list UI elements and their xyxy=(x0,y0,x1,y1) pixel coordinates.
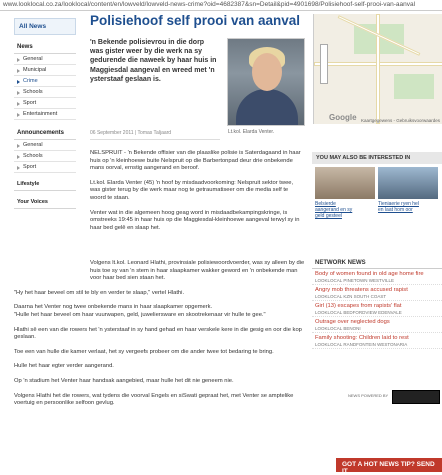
news-source: LOOKLOCAL RANDFONTEIN WESTONARIA xyxy=(315,342,408,347)
paragraph: Volgens lt.kol. Leonard Hlathi, provinsiale polisiewoordvoerder, was sy alleen by die huis toe sy van 'n stem in haar slaapkamer wakker geword en 'n onbekende man voor haar bed sien staan het. xyxy=(90,260,305,282)
address-bar[interactable]: www.lookIocal.co.za/lookIocal/content/en/lowveld/lowveld-news-crime?oid=4682387&sn=Detail&pid=4901698/Polisiehoof-self-prooi-van-aanval xyxy=(0,0,442,11)
sidebar-item-crime[interactable]: Crime xyxy=(14,76,76,87)
paragraph: Lt.kol. Elarda Venter (45) 'n hoof by misdaadvoorkoming: Nelspruit sektor twee, was gister terug by die werk maar nog te getraumatiseer om die media self te woord te staan. xyxy=(90,179,294,201)
news-source: LOOKLOCAL PINETOWN WESTVILLE xyxy=(315,278,395,283)
news-source: LOOKLOCAL BEDFORDVIEW EDENVALE xyxy=(315,310,402,315)
related-thumbnail[interactable] xyxy=(378,167,438,199)
article-title: Polisiehoof self prooi van aanval xyxy=(90,13,301,28)
news-source: LOOKLOCAL KZN SOUTH COAST xyxy=(315,294,387,299)
news-headline-link[interactable]: Outrage over neglected dogs xyxy=(315,319,390,325)
sidebar-ann-sport[interactable]: Sport xyxy=(14,162,76,173)
location-map[interactable] xyxy=(313,14,442,124)
list-item[interactable] xyxy=(312,333,442,349)
article-body-bottom xyxy=(14,260,309,415)
sidebar-item-municipal[interactable]: Municipal xyxy=(14,65,76,76)
network-news-title: NETWORK NEWS xyxy=(312,258,442,269)
paragraph: "Hy het haar beveel om stil te bly en verder te slaap," vertel Hlathi. xyxy=(14,289,185,296)
article-lead: 'n Bekende polisievrou in die dorp was gister weer by die werk na sy gedurende die naweek by haar huis in Maggiesdal aangeval en wreed met 'n ysterstaaf geslaan is. xyxy=(90,39,217,83)
related-item[interactable] xyxy=(315,167,375,219)
paragraph: Hulle het haar egter verder aangerand. xyxy=(14,363,114,370)
sidebar-your-voices[interactable]: Your Voices xyxy=(14,191,76,209)
related-title: YOU MAY ALSO BE INTERESTED IN xyxy=(312,152,442,164)
paragraph: Hlathi sê een van die rowers het 'n ysterstaaf in sy hand gehad en haar verskele kere in die gesig en oor die kop geslaan. xyxy=(14,326,302,341)
sidebar-ann-general[interactable]: General xyxy=(14,140,76,151)
hot-news-tip-button[interactable]: GOT A HOT NEWS TIP? SEND IT xyxy=(336,458,442,472)
related-link[interactable]: en laat hom oor xyxy=(378,207,413,213)
sidebar-item-general[interactable]: General xyxy=(14,54,76,65)
article-photo[interactable] xyxy=(227,38,305,126)
news-headline-link[interactable]: Family shooting: Children laid to rest xyxy=(315,335,409,341)
photo-caption: Lt.kol. Elarda Venter. xyxy=(228,129,275,135)
article-body-top xyxy=(90,150,305,239)
related-widget xyxy=(312,152,442,222)
related-link[interactable]: Belsierde xyxy=(315,201,336,207)
article-meta: 06 September 2011 | Tomas Taljaard xyxy=(90,130,220,140)
news-headline-link[interactable]: Angry mob threatens accused rapist xyxy=(315,287,408,293)
sidebar-ann-schools[interactable]: Schools xyxy=(14,151,76,162)
paragraph: Toe een van hulle die kamer verlaat, het sy vergeefs probeer om die ander twee tot bedaring te bring. xyxy=(14,348,274,355)
related-thumbnail[interactable] xyxy=(315,167,375,199)
paragraph: NELSPRUIT - 'n Bekende offisier van die plaaslike polisie is Saterdagaand in haar huis op 'n kleinhoewe buite Nelspruit op die Barbertonpad deur drie onbekende mans oorval, ernstig aangerand en beroof. xyxy=(90,150,301,172)
sidebar-announcements-title[interactable]: Announcements xyxy=(14,126,76,140)
paragraph: Daarna het Venter nog twee onbekende mans in haar slaapkamer opgemerk. "Hulle het haar beveel om haar vuurwapen, geld, juweliersware en skootrekenaar vir hulle te gee." xyxy=(14,304,266,318)
map-terms-link[interactable]: Kaartgegewens - Gebruiksvoorwaardes xyxy=(360,118,440,123)
sidebar-news-title[interactable]: News xyxy=(14,40,76,54)
news-powered-label: NEWS POWERED BY xyxy=(348,393,389,398)
paragraph: Volgens Hlathi het die rowers, wat tydens die voorval Engels en siSwati gepraat het, met Venter se amptelike voertuig en persoonlike selfoon gevlug. xyxy=(14,392,294,407)
sidebar-header[interactable]: All News xyxy=(14,18,76,35)
paragraph: Venter wat in die algemeen hoog geag word in misdaadbekampingskringe, is omstreeks 19:45 in haar huis op die Maggiesdal-kleinhoewe aangeval terwyl sy in haar bed gelê en slaap het. xyxy=(90,209,300,231)
news-headline-link[interactable]: Body of women found in old age home fire xyxy=(315,271,424,277)
list-item[interactable] xyxy=(312,301,442,317)
network-news-widget xyxy=(312,258,442,349)
list-item[interactable] xyxy=(312,317,442,333)
list-item[interactable] xyxy=(312,269,442,285)
paragraph: Op 'n stadium het Venter haar handsak aangebied, maar hulle het dit nie geneem nie. xyxy=(14,377,234,384)
map-zoom-control[interactable] xyxy=(320,44,328,84)
related-item[interactable] xyxy=(378,167,438,219)
related-link[interactable]: aangerand en sy xyxy=(315,207,353,213)
google-logo: Google xyxy=(329,113,357,122)
sidebar-item-entertainment[interactable]: Entertainment xyxy=(14,109,76,120)
related-link[interactable]: geld gesteel xyxy=(315,213,342,219)
sidebar-lifestyle[interactable]: Lifestyle xyxy=(14,173,76,191)
news-headline-link[interactable]: Girl (13) escapes from rapists' flat xyxy=(315,303,402,309)
news-source: LOOKLOCAL BENONI xyxy=(315,326,361,331)
list-item[interactable] xyxy=(312,285,442,301)
related-link[interactable]: Tieniaerie ryen hel xyxy=(378,201,419,207)
sidebar-item-schools[interactable]: Schools xyxy=(14,87,76,98)
sidebar-item-sport[interactable]: Sport xyxy=(14,98,76,109)
category-sidebar xyxy=(14,18,76,209)
news-partner-logo[interactable] xyxy=(392,390,440,404)
